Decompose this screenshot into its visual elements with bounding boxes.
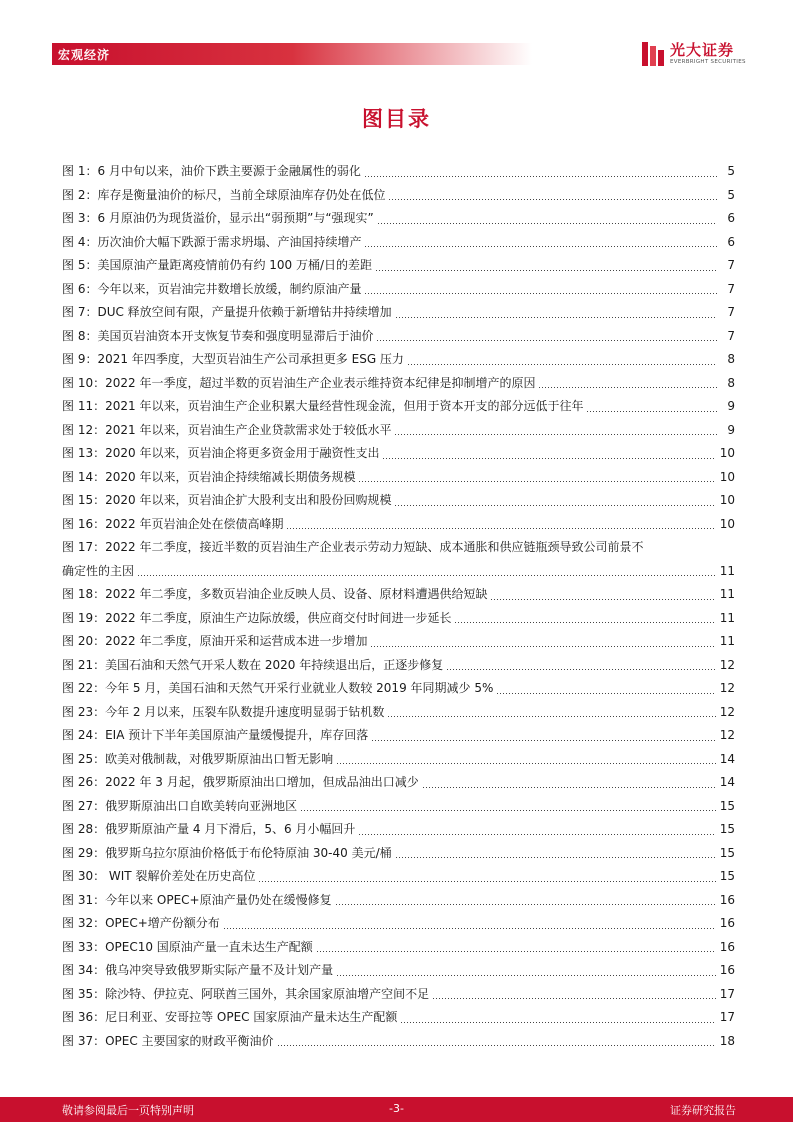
toc-entry[interactable] [62, 795, 735, 819]
footer-report-type: 证券研究报告 [670, 1104, 736, 1117]
toc-entry-text: 图 8：美国页岩油资本开支恢复节奏和强度明显滞后于油价 [62, 328, 374, 343]
toc-entry[interactable] [62, 959, 735, 983]
toc-page-number: 7 [727, 258, 735, 272]
toc-page-number: 5 [727, 187, 735, 202]
toc-entry-text: 图 22：今年 5 月，美国石油和天然气开采行业就业人数较 2019 年同期减少 5% [62, 681, 494, 695]
toc-entry[interactable] [62, 489, 735, 513]
toc-entry[interactable] [62, 818, 735, 842]
toc-entry[interactable] [62, 536, 735, 583]
toc-leader-dots [408, 364, 717, 365]
toc-page-number: 15 [719, 869, 735, 883]
toc-entry-text: 图 16：2022 年页岩油企处在偿债高峰期 [62, 516, 284, 531]
toc-page-number: 10 [719, 469, 735, 484]
toc-entry[interactable] [62, 231, 735, 255]
toc-entry-text: 图 21：美国石油和天然气开采人数在 2020 年持续退出后，正逐步修复 [62, 657, 444, 672]
toc-entry[interactable] [62, 184, 735, 208]
toc-leader-dots [497, 693, 715, 694]
toc-entry-text: 图 27：俄罗斯原油出口自欧美转向亚洲地区 [62, 798, 298, 813]
toc-entry[interactable] [62, 677, 735, 701]
toc-entry-text: 图 17：2022 年二季度，接近半数的页岩油生产企业表示劳动力短缺、成本通胀和供应链瓶颈导致公司前景不 [62, 540, 644, 554]
toc-entry[interactable] [62, 724, 735, 748]
toc-entry[interactable] [62, 325, 735, 349]
toc-page-number: 14 [719, 751, 735, 766]
toc-leader-dots [317, 951, 716, 952]
toc-page-number: 7 [727, 305, 735, 319]
brand-logo [640, 38, 746, 70]
toc-leader-dots [337, 975, 716, 976]
brand-mark-icon [640, 40, 666, 68]
toc-entry-text: 图 19：2022 年二季度，原油生产边际放缓，供应商交付时间进一步延长 [62, 610, 452, 625]
toc-page-number: 15 [719, 845, 735, 860]
section-tag [52, 43, 532, 65]
toc-entry-text: 图 2：库存是衡量油价的标尺，当前全球原油库存仍处在低位 [62, 187, 386, 202]
toc-entry-text: 图 9：2021 年四季度，大型页岩油生产公司承担更多 ESG 压力 [62, 352, 404, 366]
toc-page-number: 17 [719, 1010, 735, 1024]
toc-leader-dots [396, 857, 716, 858]
toc-page-number: 9 [727, 399, 735, 413]
toc-page-number: 15 [719, 798, 735, 813]
toc-page-number: 12 [719, 728, 735, 742]
toc-entry[interactable] [62, 654, 735, 678]
toc-entry[interactable] [62, 607, 735, 631]
toc-leader-dots [395, 505, 715, 506]
toc-entry-text: 图 1：6 月中旬以来，油价下跌主要源于金融属性的弱化 [62, 164, 361, 178]
toc-entry[interactable] [62, 630, 735, 654]
toc-entry[interactable] [62, 912, 735, 936]
toc-page-number: 11 [719, 634, 735, 648]
toc-entry-text: 图 7：DUC 释放空间有限，产量提升依赖于新增钻井持续增加 [62, 305, 392, 319]
toc-entry-text: 图 31：今年以来 OPEC+原油产量仍处在缓慢修复 [62, 892, 332, 907]
toc-leader-dots [371, 646, 715, 647]
toc-leader-dots [259, 881, 715, 882]
toc-page-number: 16 [719, 939, 735, 954]
toc-leader-dots [301, 810, 716, 811]
toc-leader-dots [359, 481, 715, 482]
toc-leader-dots [433, 998, 716, 999]
toc-leader-dots [365, 176, 717, 177]
toc-leader-dots [389, 199, 717, 200]
toc-page-number: 12 [719, 704, 735, 719]
toc-leader-dots [359, 834, 715, 835]
brand-name-en: EVERBRIGHT SECURITIES [670, 59, 746, 65]
toc-entry-text: 图 37：OPEC 主要国家的财政平衡油价 [62, 1033, 274, 1048]
toc-entry[interactable] [62, 1030, 735, 1054]
toc-entry[interactable] [62, 207, 735, 231]
toc-leader-dots [395, 434, 717, 435]
toc-page-number: 6 [727, 234, 735, 249]
toc-entry-text: 图 23：今年 2 月以来，压裂车队数提升速度明显弱于钻机数 [62, 704, 385, 719]
toc-leader-dots [138, 575, 716, 576]
toc-leader-dots [539, 387, 717, 388]
toc-page-number: 10 [719, 493, 735, 507]
toc-page-number: 17 [719, 986, 735, 1001]
toc-entry-text: 图 20：2022 年二季度，原油开采和运营成本进一步增加 [62, 634, 368, 648]
toc-entry[interactable] [62, 301, 735, 325]
toc-entry-text: 图 35：除沙特、伊拉克、阿联酋三国外，其余国家原油增产空间不足 [62, 986, 430, 1001]
toc-entry[interactable] [62, 160, 735, 184]
toc-leader-dots [224, 928, 716, 929]
toc-entry-text: 图 26：2022 年 3 月起，俄罗斯原油出口增加，但成品油出口减少 [62, 775, 419, 789]
toc-page-number: 16 [719, 963, 735, 977]
toc-leader-dots [336, 904, 716, 905]
toc-leader-dots [377, 340, 717, 341]
toc-entry[interactable] [62, 583, 735, 607]
toc-page-number: 11 [719, 563, 735, 578]
toc-leader-dots [365, 246, 717, 247]
figure-list [62, 160, 735, 1053]
toc-entry-text-cont: 确定性的主因 [62, 563, 135, 578]
toc-page-number: 11 [719, 587, 735, 601]
footer-disclaimer: 敬请参阅最后一页特别声明 [62, 1104, 194, 1117]
toc-entry-text: 图 4：历次油价大幅下跌源于需求坍塌、产油国持续增产 [62, 234, 362, 249]
toc-entry-text: 图 34：俄乌冲突导致俄罗斯实际产量不及计划产量 [62, 963, 334, 977]
toc-page-number: 10 [719, 446, 735, 460]
toc-entry-text: 图 32：OPEC+增产份额分布 [62, 916, 220, 930]
section-label: 宏观经济 [58, 48, 111, 62]
toc-entry[interactable] [62, 865, 735, 889]
toc-entry-text: 图 30： WIT 裂解价差处在历史高位 [62, 869, 256, 883]
toc-entry[interactable] [62, 372, 735, 396]
toc-entry-text: 图 25：欧美对俄制裁，对俄罗斯原油出口暂无影响 [62, 751, 334, 766]
toc-leader-dots [423, 787, 716, 788]
toc-leader-dots [365, 293, 717, 294]
toc-entry-text: 图 3：6 月原油仍为现货溢价，显示出“弱预期”与“强现实” [62, 211, 374, 225]
footer [0, 1097, 793, 1122]
toc-entry[interactable] [62, 983, 735, 1007]
toc-entry-text: 图 18：2022 年二季度，多数页岩油企业反映人员、设备、原材料遭遇供给短缺 [62, 587, 488, 601]
toc-page-number: 12 [719, 681, 735, 695]
toc-leader-dots [491, 599, 715, 600]
toc-entry[interactable] [62, 1006, 735, 1030]
toc-page-number: 8 [727, 375, 735, 390]
toc-page-number: 7 [727, 281, 735, 296]
toc-leader-dots [455, 622, 715, 623]
toc-page-number: 7 [727, 328, 735, 343]
toc-entry[interactable] [62, 254, 735, 278]
toc-leader-dots [447, 669, 715, 670]
toc-entry-text: 图 10：2022 年一季度，超过半数的页岩油生产企业表示维持资本纪律是抑制增产的原因 [62, 375, 536, 390]
toc-entry[interactable] [62, 395, 735, 419]
toc-page-number: 8 [727, 352, 735, 366]
toc-page-number: 15 [719, 822, 735, 836]
toc-page-number: 12 [719, 657, 735, 672]
toc-leader-dots [287, 528, 715, 529]
toc-entry-text: 图 6：今年以来，页岩油完井数增长放缓，制约原油产量 [62, 281, 362, 296]
toc-leader-dots [383, 458, 715, 459]
toc-entry-text: 图 28：俄罗斯原油产量 4 月下滑后，5、6 月小幅回升 [62, 822, 356, 836]
toc-entry[interactable] [62, 936, 735, 960]
toc-leader-dots [587, 411, 717, 412]
toc-page-number: 9 [727, 422, 735, 437]
toc-entry-text: 图 29：俄罗斯乌拉尔原油价格低于布伦特原油 30-40 美元/桶 [62, 845, 392, 860]
toc-page-number: 5 [727, 164, 735, 178]
toc-entry-text: 图 5：美国原油产量距离疫情前仍有约 100 万桶/日的差距 [62, 258, 373, 272]
page-title: 图目录 [362, 107, 431, 131]
toc-entry[interactable] [62, 348, 735, 372]
toc-page-number: 18 [719, 1033, 735, 1048]
toc-entry[interactable] [62, 701, 735, 725]
toc-page-number: 16 [719, 892, 735, 907]
toc-page-number: 14 [719, 775, 735, 789]
toc-leader-dots [396, 317, 717, 318]
toc-entry[interactable] [62, 842, 735, 866]
toc-leader-dots [378, 223, 717, 224]
toc-entry[interactable] [62, 771, 735, 795]
toc-page-number: 6 [727, 211, 735, 225]
toc-entry-text: 图 11：2021 年以来，页岩油生产企业积累大量经营性现金流，但用于资本开支的部分远低于往年 [62, 399, 584, 413]
footer-page-number: -3- [389, 1102, 404, 1115]
toc-entry[interactable] [62, 278, 735, 302]
toc-leader-dots [401, 1022, 715, 1023]
toc-entry-text: 图 13：2020 年以来，页岩油企将更多资金用于融资性支出 [62, 446, 380, 460]
toc-entry-text: 图 12：2021 年以来，页岩油生产企业贷款需求处于较低水平 [62, 422, 392, 437]
toc-entry[interactable] [62, 748, 735, 772]
toc-leader-dots [372, 740, 715, 741]
toc-entry[interactable] [62, 466, 735, 490]
toc-entry[interactable] [62, 442, 735, 466]
toc-entry-text: 图 36：尼日利亚、安哥拉等 OPEC 国家原油产量未达生产配额 [62, 1010, 398, 1024]
toc-entry-text: 图 33：OPEC10 国原油产量一直未达生产配额 [62, 939, 313, 954]
toc-entry[interactable] [62, 513, 735, 537]
toc-entry[interactable] [62, 419, 735, 443]
toc-leader-dots [376, 270, 717, 271]
toc-entry-text: 图 15：2020 年以来，页岩油企扩大股利支出和股份回购规模 [62, 493, 392, 507]
toc-entry-text: 图 24：EIA 预计下半年美国原油产量缓慢提升，库存回落 [62, 728, 369, 742]
toc-page-number: 11 [719, 610, 735, 625]
toc-page-number: 16 [719, 916, 735, 930]
brand-name-cn: 光大证券 [670, 41, 735, 59]
toc-leader-dots [278, 1045, 716, 1046]
toc-leader-dots [337, 763, 716, 764]
toc-leader-dots [388, 716, 715, 717]
toc-page-number: 10 [719, 516, 735, 531]
toc-entry[interactable] [62, 889, 735, 913]
toc-entry-text: 图 14：2020 年以来，页岩油企持续缩减长期债务规模 [62, 469, 356, 484]
